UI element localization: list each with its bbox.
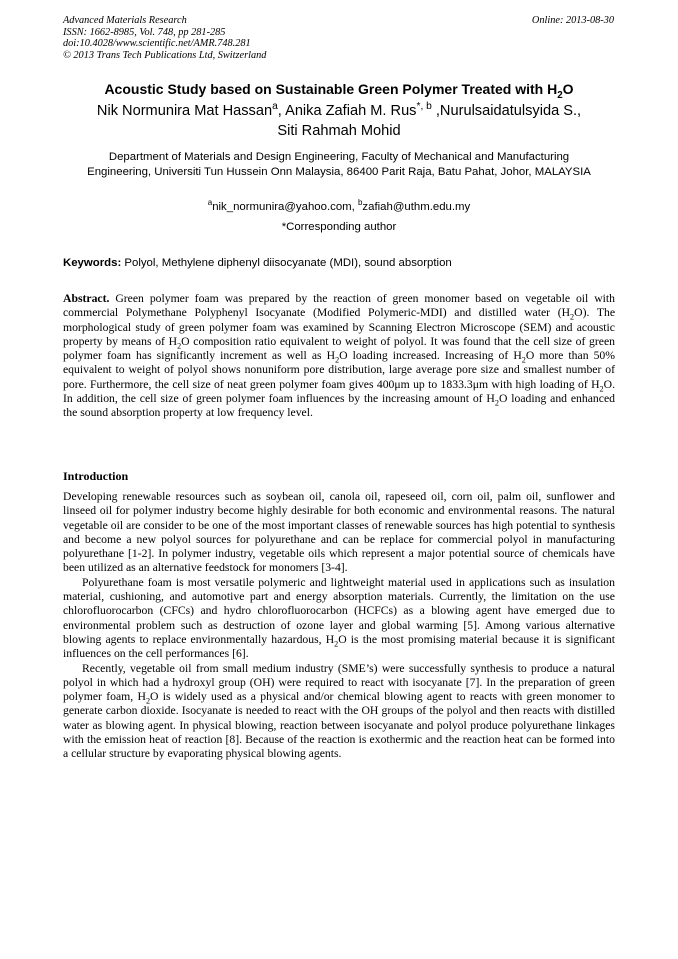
- abstract-part: O loading increased. Increasing of H: [339, 349, 522, 363]
- copyright-line: © 2013 Trans Tech Publications Ltd, Switzerland: [63, 49, 267, 61]
- introduction-body: [63, 490, 615, 762]
- intro-p3-part: Recently, vegetable oil from small medium industry (SME’s) were successfully synthesis to produce a natural polyol in which had a hydroxyl group (OH) were required to react with isocyanate [7]. In the preparation of green polymer foam, H: [63, 661, 615, 704]
- abstract-part: O. In addition, the cell size of green polymer foam influences by the increasing amount of H: [63, 377, 615, 406]
- abstract-part: Green polymer foam was prepared by the reaction of green monomer based on vegetable oil with commercial Polymethane Polyphenyl Isocyanate (Modified Polymeric-MDI) and distilled water (H: [63, 292, 615, 320]
- abstract: [63, 292, 615, 421]
- online-date: Online: 2013-08-30: [531, 15, 614, 26]
- corresponding-note: *Corresponding author: [281, 221, 397, 233]
- abstract-label: Abstract.: [63, 292, 110, 305]
- intro-sub: 2: [145, 696, 151, 706]
- email-a[interactable]: nik_normunira@yahoo.com,: [212, 201, 358, 213]
- abstract-sub: 2: [521, 355, 526, 365]
- keywords: [63, 256, 623, 271]
- author-list: [50, 101, 628, 141]
- abstract-part: O loading and enhanced the sound absorption property at low frequency level.: [63, 392, 615, 420]
- title-subscript: 2: [557, 89, 563, 101]
- abstract-sub: 2: [570, 312, 575, 322]
- paper-title: [40, 80, 638, 101]
- author-4: Siti Rahmah Mohid: [277, 123, 401, 139]
- email-a-sup: a: [207, 198, 213, 208]
- author-2: , Anika Zafiah M. Rus: [277, 103, 417, 119]
- intro-paragraph-3: [63, 662, 615, 762]
- author-2-sup: *, b: [416, 101, 432, 113]
- intro-p3-part: O is widely used as a physical and/or chemical blowing agent to reacts with green monomer to generate carbon dioxide. Isocyanate is needed to react with the OH groups of the polyol and then reacts with distilled water as blowing agent. In physical blowing, reaction between isocyanate and polyol produce polyurethane linkages with the emission heat of reaction [8]. Because of the reaction is exothermic and the reaction heat can be formed into a cellular structure by evaporating physical blowing agents.: [63, 690, 615, 761]
- abstract-part: O). The morphological study of green polymer foam was examined by Scanning Electron Microscope (SEM) and acoustic property by means of H: [63, 306, 616, 348]
- keywords-label: Keywords:: [63, 257, 122, 269]
- abstract-sub: 2: [335, 355, 340, 365]
- email-b-sup: b: [357, 198, 363, 208]
- doi-line[interactable]: doi:10.4028/www.scientific.net/AMR.748.281: [63, 38, 251, 50]
- affiliation: Department of Materials and Design Engineering, Faculty of Mechanical and Manufacturing Engineering, Universiti Tun Hussein Onn Malaysia, 86400 Parit Raja, Batu Pahat, Johor, MALAYSIA: [87, 151, 591, 178]
- journal-name: Advanced Materials Research: [63, 15, 187, 26]
- keywords-text: Polyol, Methylene diphenyl diisocyanate (MDI), sound absorption: [121, 257, 452, 269]
- abstract-part: O more than 50% equivalent to weight of polyol shows nonuniform pore distribution, large average pore size and smallest number of pore. Furthermore, the cell size of neat green polymer foam gives 400μm up to 1833.3μm with high loading of H: [63, 349, 616, 391]
- introduction-heading: Introduction: [63, 469, 129, 483]
- author-3: ,Nurulsaidatulsyida S.,: [431, 103, 582, 119]
- title-text: Acoustic Study based on Sustainable Green Polymer Treated with H: [104, 81, 558, 97]
- intro-sub: 2: [334, 639, 339, 649]
- intro-p2-part: O is the most promising material because it is significant influences on the cell performances [6].: [63, 632, 615, 661]
- author-emails: [63, 200, 615, 215]
- issn-line: ISSN: 1662-8985, Vol. 748, pp 281-285: [63, 26, 226, 38]
- abstract-part: O composition ratio equivalent to weight of polyol. It was found that the cell size of green polymer foam has significantly increment as well as H: [63, 334, 615, 363]
- title-end: O: [562, 81, 574, 97]
- journal-header: [63, 15, 266, 61]
- intro-p2-part: Polyurethane foam is most versatile polymeric and lightweight material used in applications such as insulation material, cushioning, and automotive part and energy absorption materials. Currently, the limitation on the use chlorofluorocarbon (CFCs) and hydro chlorofluorocarbon (HCFCs) as a blowing agent have emerged due to environmental problem such as destruction of ozone layer and global warming [5]. Among various alternative blowing agents to replace environmentally hazardous, H: [63, 575, 615, 646]
- abstract-sub: 2: [177, 341, 182, 351]
- abstract-sub: 2: [494, 398, 499, 408]
- abstract-sub: 2: [599, 384, 604, 394]
- author-1-sup: a: [272, 101, 278, 113]
- intro-paragraph-1: Developing renewable resources such as soybean oil, canola oil, rapeseed oil, corn oil, palm oil, sunflower and linseed oil for polymer industry become highly desirable for both economic and environmental reasons. The natural vegetable oil are consider to be one of the most important classes of renewable sources has high potential to synthesis and become a new polyol sources for polyurethane and can be replace for commercial polyol in manufacturing polyurethane [1-2]. In polymer industry, vegetable oils which represent a major potential source of chemicals have been utilized as an alternative feedstock for monomers [3-4].: [63, 490, 615, 575]
- intro-paragraph-2: [63, 576, 615, 662]
- email-b[interactable]: zafiah@uthm.edu.my: [362, 201, 471, 213]
- author-1: Nik Normunira Mat Hassan: [96, 103, 273, 119]
